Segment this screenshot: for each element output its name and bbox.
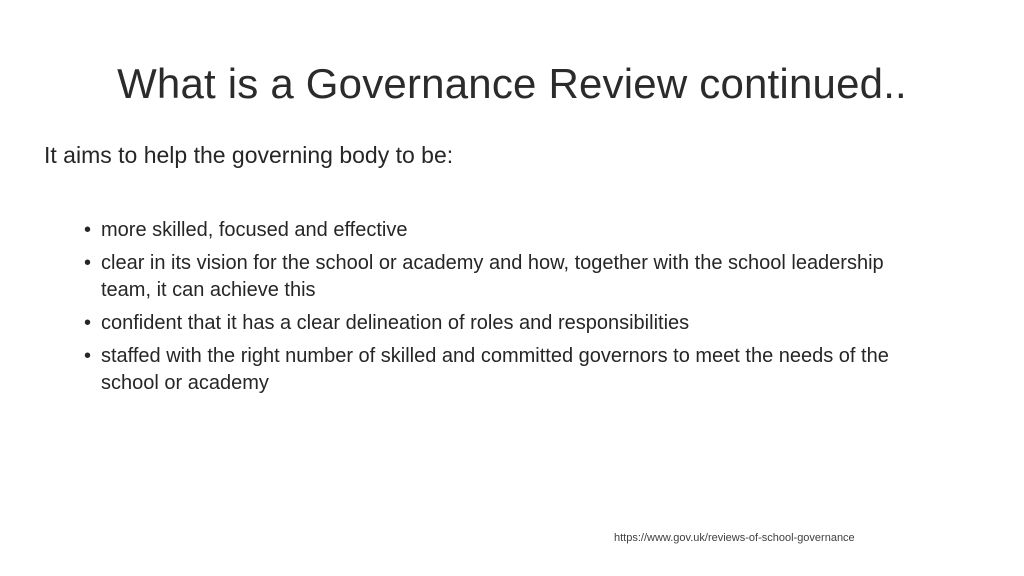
bullet-dot-icon: • <box>84 252 92 274</box>
source-link[interactable]: https://www.gov.uk/reviews-of-school-governance <box>614 532 855 544</box>
bullet-text: confident that it has a clear delineation of roles and responsibilities <box>101 312 690 334</box>
slide-title: What is a Governance Review continued.. <box>117 60 907 107</box>
bullet-text: more skilled, focused and effective <box>101 219 408 241</box>
bullet-dot-icon: • <box>84 312 92 334</box>
bullet-item <box>84 250 934 304</box>
intro-text: It aims to help the governing body to be: <box>44 142 454 168</box>
bullet-item <box>84 343 934 397</box>
bullet-list <box>84 217 934 403</box>
bullet-text: clear in its vision for the school or academy and how, together with the school leadership team, it can achieve this <box>101 252 884 301</box>
bullet-dot-icon: • <box>84 345 92 367</box>
bullet-dot-icon: • <box>84 219 92 241</box>
bullet-text: staffed with the right number of skilled and committed governors to meet the needs of the school or academy <box>101 345 889 394</box>
bullet-item <box>84 217 934 244</box>
bullet-item <box>84 310 934 337</box>
